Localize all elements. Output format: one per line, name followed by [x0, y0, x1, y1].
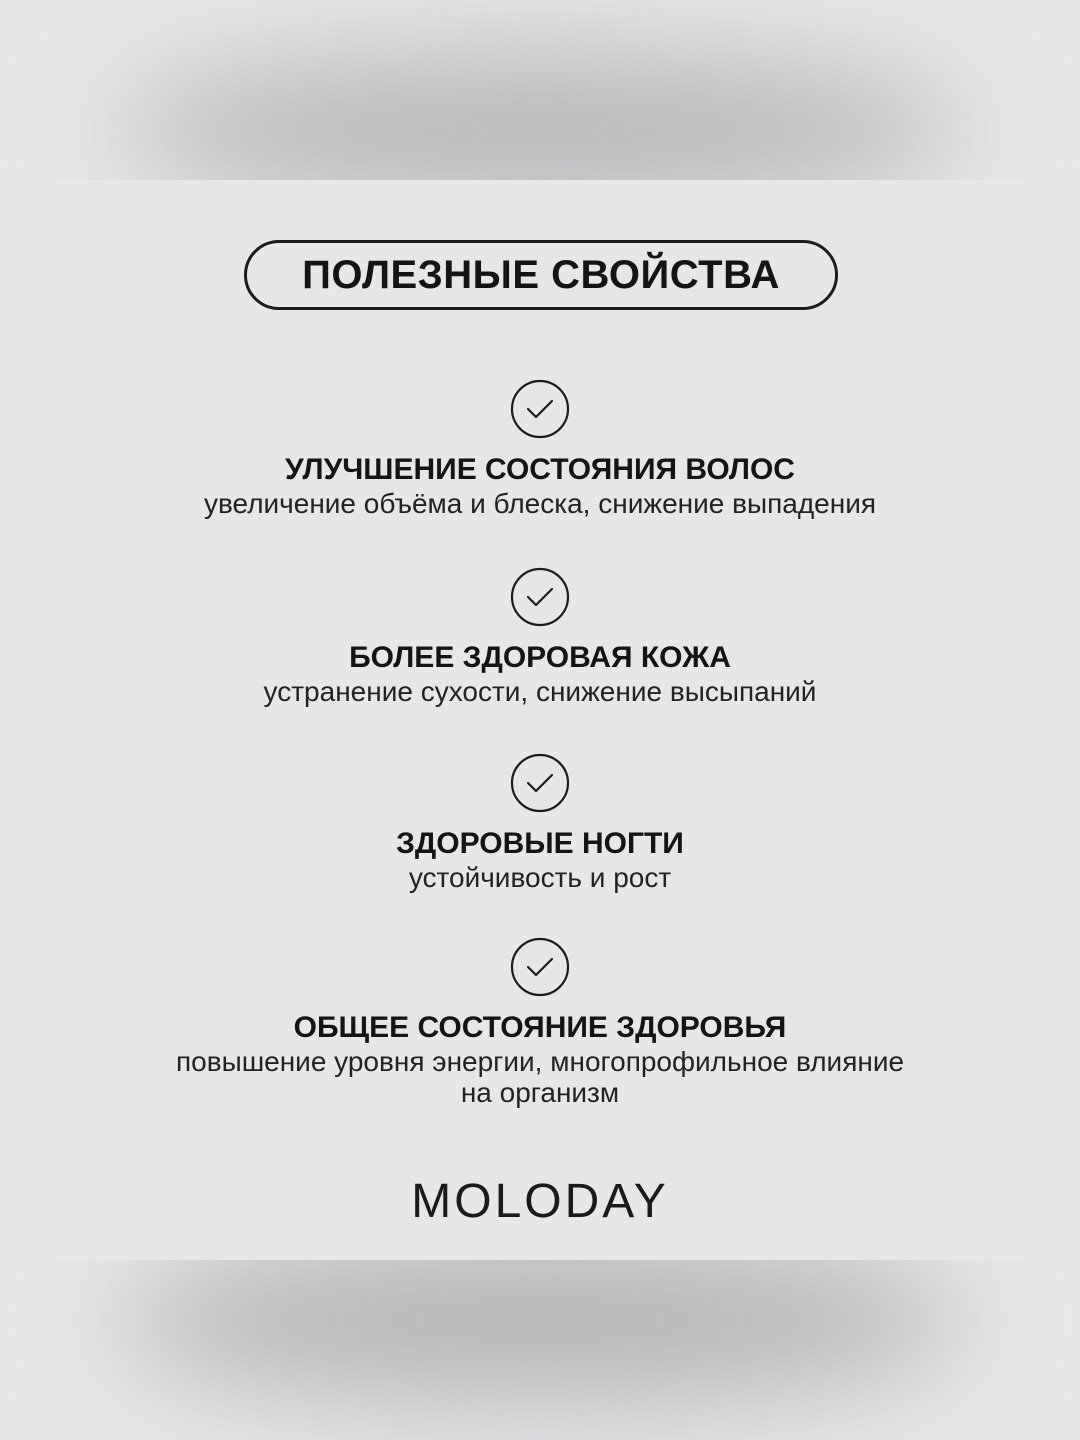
benefit-item-hair: [0, 378, 1080, 519]
benefit-item-skin: [0, 566, 1080, 707]
benefit-description: повышение уровня энергии, многопрофильное влияние на организм: [175, 1046, 905, 1108]
blurred-bottom-backdrop: [0, 1260, 1080, 1440]
check-circle-icon: [509, 752, 571, 814]
benefit-title: УЛУЧШЕНИЕ СОСТОЯНИЯ ВОЛОС: [285, 453, 795, 486]
benefit-title: ЗДОРОВЫЕ НОГТИ: [396, 827, 684, 860]
benefit-title: ОБЩЕЕ СОСТОЯНИЕ ЗДОРОВЬЯ: [293, 1011, 787, 1044]
brand-logo: MOLODAY: [411, 1175, 669, 1228]
benefit-description: увеличение объёма и блеска, снижение выпадения: [203, 488, 877, 519]
benefit-item-health: [0, 936, 1080, 1108]
section-title-pill: [244, 240, 838, 310]
benefit-description: устранение сухости, снижение высыпаний: [263, 676, 817, 707]
benefit-description: устойчивость и рост: [408, 862, 672, 893]
check-circle-icon: [509, 566, 571, 628]
benefits-card: [0, 180, 1080, 1260]
benefit-title: БОЛЕЕ ЗДОРОВАЯ КОЖА: [349, 641, 731, 674]
blurred-top-backdrop: [0, 0, 1080, 180]
benefit-item-nails: [0, 752, 1080, 893]
section-title: ПОЛЕЗНЫЕ СВОЙСТВА: [302, 252, 780, 297]
check-circle-icon: [509, 936, 571, 998]
check-circle-icon: [509, 378, 571, 440]
